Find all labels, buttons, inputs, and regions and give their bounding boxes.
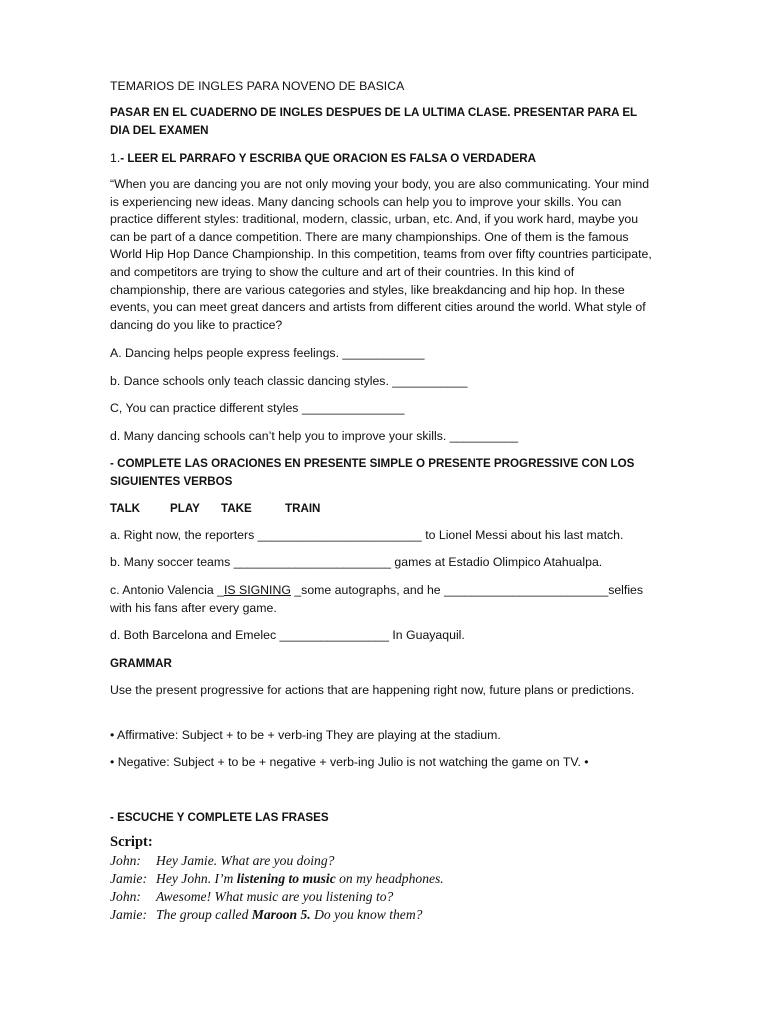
script-text-end: on my headphones. <box>335 871 444 886</box>
script-text-start: Hey John. I’m <box>156 871 237 886</box>
sentence-c-end: _some autographs, and he ________________________selfies with his fans after every game. <box>110 583 644 615</box>
verb-play: PLAY <box>170 502 200 515</box>
sentence-a: a. Right now, the reporters ________________________ to Lionel Messi about his last match. <box>110 528 624 542</box>
section1-heading <box>110 150 655 168</box>
document-title: TEMARIOS DE INGLES PARA NOVENO DE BASICA <box>110 79 405 93</box>
script-text: Awesome! What music are you listening to? <box>156 889 394 904</box>
script-line <box>110 888 655 906</box>
script-speaker: Jamie: <box>110 907 147 922</box>
script-speaker: John: <box>110 889 141 904</box>
grammar-negative: • Negative: Subject + to be + negative + verb-ing Julio is not watching the game on TV. • <box>110 755 589 769</box>
script-highlight: listening to music <box>236 871 336 886</box>
script-title: Script: <box>110 834 153 850</box>
script-text: Hey Jamie. What are you doing? <box>156 853 335 868</box>
sentence-c <box>110 582 655 617</box>
verb-train: TRAIN <box>285 502 321 515</box>
grammar-affirmative: • Affirmative: Subject + to be + verb-ing They are playing at the stadium. <box>110 728 501 742</box>
statement-d: d. Many dancing schools can’t help you to improve your skills. __________ <box>110 429 519 443</box>
script-line <box>110 870 655 888</box>
section1-number: 1. <box>110 151 121 165</box>
verb-list <box>110 500 655 518</box>
sentence-c-answer: IS SIGNING <box>223 583 291 597</box>
script-line <box>110 906 655 924</box>
instruction-heading: PASAR EN EL CUADERNO DE INGLES DESPUES DE LA ULTIMA CLASE. PRESENTAR PARA EL DIA DEL EXAMEN <box>110 106 637 137</box>
sentence-b: b. Many soccer teams _______________________ games at Estadio Olimpico Atahualpa. <box>110 555 603 569</box>
grammar-intro: Use the present progressive for actions that are happening right now, future plans or predictions. <box>110 683 635 697</box>
script-highlight: Maroon 5. <box>251 907 311 922</box>
script-text-start: The group called <box>156 907 252 922</box>
script-speaker: John: <box>110 853 141 868</box>
reading-paragraph: “When you are dancing you are not only moving your body, you are also communicating. Your mind is experiencing new ideas. Many dancing schools can help you to improve your skills. You can practice different styles: traditional, modern, classic, urban, etc. And, if you work hard, maybe you can be part of a dance competition. There are many championships. One of them is the famous World Hip Hop Dance Championship. In this competition, teams from over fifty countries participate, and competitors are trying to show the culture and art of their countries. In this kind of championship, there are various categories and styles, like breakdancing and hip hop. In these events, you can meet great dancers and artists from different cities around the world. What style of dancing do you like to practice? <box>110 177 652 332</box>
script-line <box>110 852 655 870</box>
script-speaker: Jamie: <box>110 871 147 886</box>
section3-heading: - ESCUCHE Y COMPLETE LAS FRASES <box>110 811 329 824</box>
section2-heading: - COMPLETE LAS ORACIONES EN PRESENTE SIMPLE O PRESENTE PROGRESSIVE CON LOS SIGUIENTES VERBOS <box>110 457 635 488</box>
statement-a: A. Dancing helps people express feelings. ____________ <box>110 346 425 360</box>
sentence-d: d. Both Barcelona and Emelec ________________ In Guayaquil. <box>110 628 465 642</box>
sentence-c-start: c. Antonio Valencia _ <box>110 583 224 597</box>
verb-talk: TALK <box>110 502 141 515</box>
statement-b: b. Dance schools only teach classic dancing styles. ___________ <box>110 374 468 388</box>
section1-heading-text: - LEER EL PARRAFO Y ESCRIBA QUE ORACION ES FALSA O VERDADERA <box>120 152 536 165</box>
grammar-heading: GRAMMAR <box>110 657 172 670</box>
statement-c: C, You can practice different styles _______________ <box>110 401 405 415</box>
verb-take: TAKE <box>221 502 252 515</box>
script-text-end: Do you know them? <box>310 907 423 922</box>
